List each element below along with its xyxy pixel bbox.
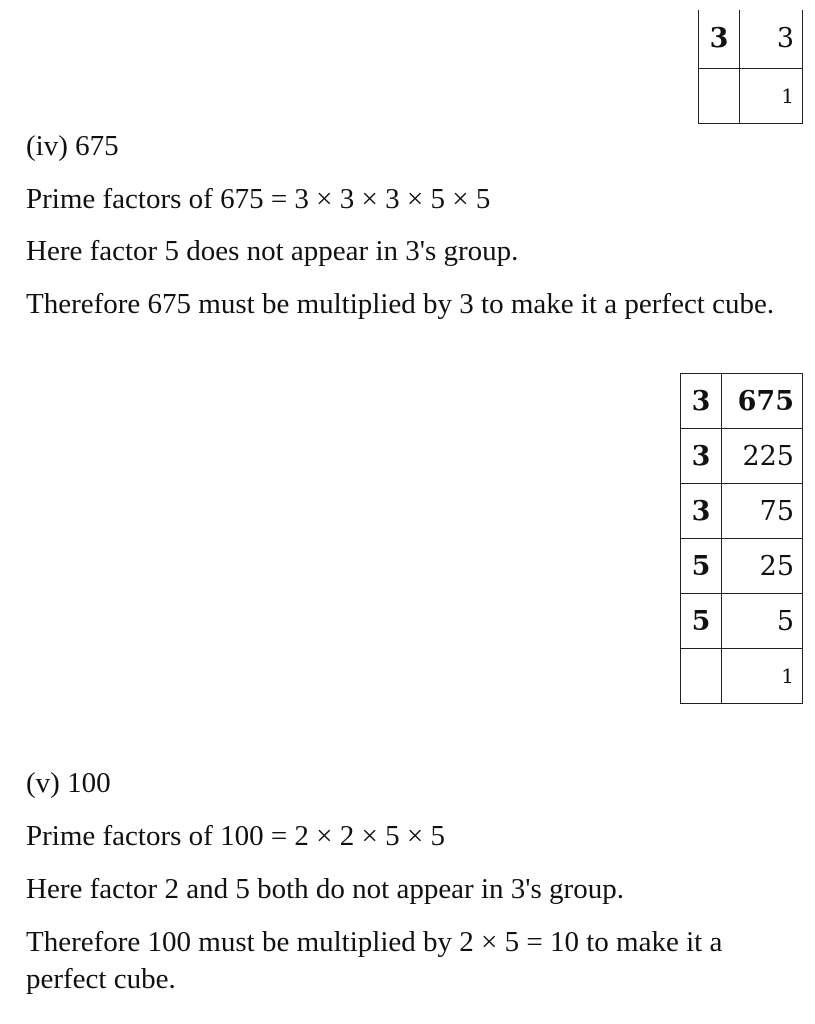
table-row	[681, 374, 803, 429]
dividend-cell: 3	[740, 10, 803, 68]
divisor-cell: 5	[681, 539, 722, 594]
part-v-prime-factors: Prime factors of 100 = 2 × 2 × 5 × 5	[26, 820, 445, 852]
table-row	[681, 539, 803, 594]
divisor-cell	[681, 649, 722, 704]
table-row	[681, 649, 803, 704]
dividend-cell: 675	[722, 374, 803, 429]
part-iv-heading: (iv) 675	[26, 130, 119, 162]
table-row	[699, 68, 803, 123]
divisor-cell: 3	[681, 429, 722, 484]
part-v-conclusion: Therefore 100 must be multiplied by 2 × 5 = 10 to make it a perfect cube.	[26, 926, 723, 995]
table-row	[681, 594, 803, 649]
table-row	[681, 484, 803, 539]
dividend-cell: 1	[740, 68, 803, 123]
dividend-cell: 1	[722, 649, 803, 704]
part-v-note: Here factor 2 and 5 both do not appear in 3's group.	[26, 873, 624, 905]
divisor-cell: 3	[681, 374, 722, 429]
divisor-cell: 3	[681, 484, 722, 539]
division-table-675	[680, 373, 803, 704]
divisor-cell: 3	[699, 10, 740, 68]
part-iv-prime-factors: Prime factors of 675 = 3 × 3 × 3 × 5 × 5	[26, 183, 491, 215]
part-iv-conclusion: Therefore 675 must be multiplied by 3 to make it a perfect cube.	[26, 288, 775, 320]
dividend-cell: 5	[722, 594, 803, 649]
part-v-heading: (v) 100	[26, 767, 111, 799]
dividend-cell: 225	[722, 429, 803, 484]
divisor-cell: 5	[681, 594, 722, 649]
table-row	[681, 429, 803, 484]
dividend-cell: 75	[722, 484, 803, 539]
table-row	[699, 10, 803, 68]
divisor-cell	[699, 68, 740, 123]
dividend-cell: 25	[722, 539, 803, 594]
part-iv-note: Here factor 5 does not appear in 3's group.	[26, 235, 519, 267]
division-table-top	[698, 10, 803, 124]
